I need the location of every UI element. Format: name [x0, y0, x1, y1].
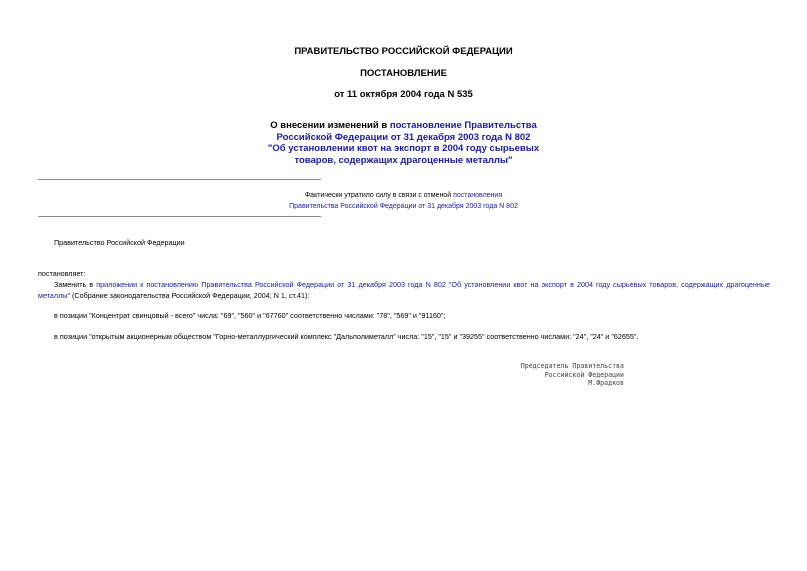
signature-block: [460, 362, 624, 388]
item-dalpolimetall: в позиции "открытым акционерным обществом "Горно-металлургический комплекс "Дальполиметалл" числа: "15", "15" и "39255" соответственно числами: "24", "24" и "62655".: [54, 332, 639, 341]
note-prefix: Фактически утратило силу в связи с отменой: [304, 192, 454, 199]
title-link-part-4[interactable]: товаров, содержащих драгоценные металлы": [294, 154, 513, 166]
replace-paragraph-line-1: [54, 280, 770, 290]
decrees-line: постановляет:: [38, 269, 86, 278]
item-lead-concentrate: в позиции "Концентрат свинцовый - всего" числа: "69", "560" и "67760" соответственно числами: "78", "569" и "91160";: [54, 311, 446, 320]
title-link-part-3[interactable]: "Об установлении квот на экспорт в 2004 году сырьевых: [267, 143, 540, 154]
note-link-part-2[interactable]: Правительства Российской Федерации от 31 декабря 2003 года N 802: [289, 203, 518, 210]
replace-paragraph-line-2: [38, 291, 309, 301]
document-type-heading: ПОСТАНОВЛЕНИЕ: [360, 68, 447, 79]
signature-country: Российской Федерации: [544, 370, 624, 379]
title-link-part-2[interactable]: Российской Федерации от 31 декабря 2003 года N 802: [276, 131, 531, 143]
signature-name: М.Фрадков: [588, 379, 624, 388]
replace-suffix: (Собрание законодательства Российской Федерации, 2004, N 1, ст.41):: [70, 291, 310, 300]
note-link-part-1[interactable]: постановления: [453, 192, 503, 199]
government-heading: ПРАВИТЕЛЬСТВО РОССИЙСКОЙ ФЕДЕРАЦИИ: [294, 46, 513, 57]
replace-prefix: Заменить в: [54, 280, 97, 289]
annex-link-part-1[interactable]: приложении к постановлению Правительства Российской Федерации от 31 декабря 2003 года N 802 "Об установлении квот на экспорт в 2004 году сырьевых товаров, содержащих драгоценные: [96, 280, 770, 289]
signature-title: Председатель Правительства: [520, 362, 624, 370]
annex-link-part-2[interactable]: металлы": [38, 291, 71, 300]
title-prefix: О внесении изменений в: [270, 120, 390, 131]
validity-note: [0, 190, 807, 212]
date-number-heading: от 11 октября 2004 года N 535: [334, 89, 473, 100]
document-title: [0, 120, 807, 166]
note-line-1: [0, 190, 807, 201]
title-line-1: [0, 120, 807, 132]
top-divider: [38, 179, 321, 180]
bottom-divider: [38, 216, 321, 217]
title-link-part-1[interactable]: постановление Правительства: [389, 120, 537, 131]
government-line: Правительство Российской Федерации: [54, 238, 185, 247]
